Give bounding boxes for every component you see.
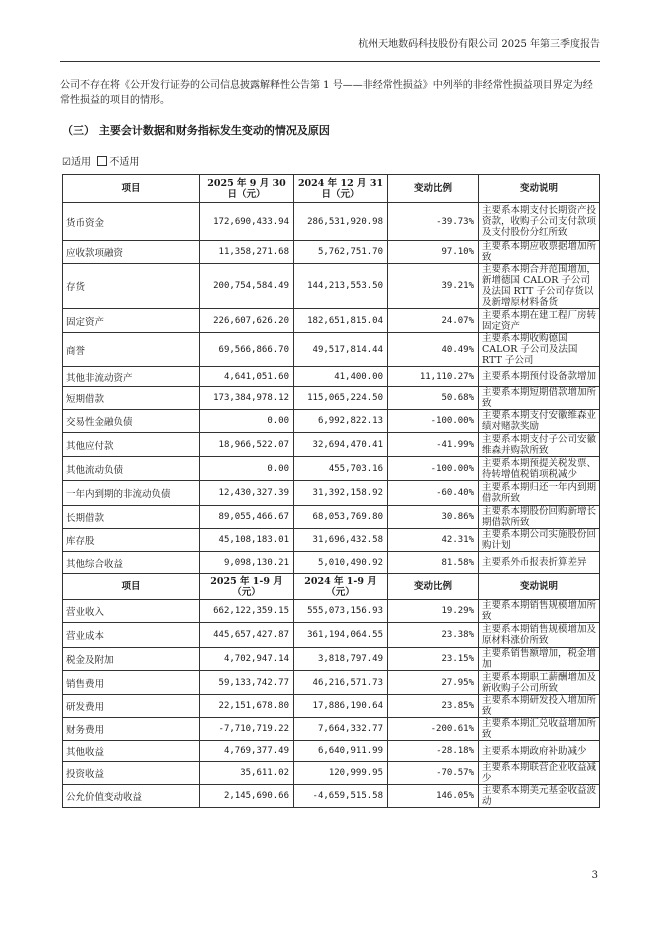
row-change-ratio: 97.10%	[388, 241, 479, 264]
row-change-reason: 主要系本期销售规模增加所致	[479, 600, 600, 623]
table1-header-col1: 2025 年 9 月 30 日（元）	[200, 175, 294, 203]
row-value-prior: 3,818,797.49	[294, 648, 388, 671]
intro-paragraph: 公司不存在将《公开发行证券的公司信息披露解释性公告第 1 号——非经常性损益》中列举的非经常性损益项目界定为经常性损益的项目的情形。	[60, 80, 593, 106]
table2-body	[63, 600, 600, 808]
row-change-ratio: 19.29%	[388, 600, 479, 623]
row-item-label: 投资收益	[63, 762, 200, 785]
row-value-prior: 17,886,190.64	[294, 695, 388, 718]
row-value-current: 35,611.02	[200, 762, 294, 785]
row-change-reason: 主要系本期公司实施股份回购计划	[479, 529, 600, 552]
table-row	[63, 333, 600, 367]
row-value-current: 4,702,947.14	[200, 648, 294, 671]
row-value-current: 226,607,626.20	[200, 309, 294, 333]
row-change-ratio: 42.31%	[388, 529, 479, 552]
row-value-prior: 41,400.00	[294, 367, 388, 387]
row-change-reason: 主要系本期应收票据增加所致	[479, 241, 600, 264]
row-value-current: 18,966,522.07	[200, 433, 294, 457]
row-change-reason: 主要系本期汇兑收益增加所致	[479, 718, 600, 741]
row-change-reason: 主要系本期短期借款增加所致	[479, 387, 600, 410]
row-item-label: 研发费用	[63, 695, 200, 718]
row-value-current: 89,055,466.67	[200, 506, 294, 529]
row-value-current: 22,151,678.80	[200, 695, 294, 718]
row-change-ratio: 23.15%	[388, 648, 479, 671]
row-item-label: 短期借款	[63, 387, 200, 410]
table1-header-row	[63, 175, 600, 203]
applicable-no-label: 不适用	[109, 157, 140, 168]
row-value-current: 200,754,584.49	[200, 264, 294, 309]
row-item-label: 其他流动负债	[63, 457, 200, 481]
row-item-label: 财务费用	[63, 718, 200, 741]
row-item-label: 营业收入	[63, 600, 200, 623]
table2-header-reason: 变动说明	[479, 574, 600, 600]
row-item-label: 应收款项融资	[63, 241, 200, 264]
row-value-prior: 31,392,158.92	[294, 481, 388, 506]
row-change-reason: 主要系本期支付子公司安徽维森并购款所致	[479, 433, 600, 457]
table2-header-change: 变动比例	[388, 574, 479, 600]
row-item-label: 交易性金融负债	[63, 410, 200, 433]
table1-header-item: 项目	[63, 175, 200, 203]
row-change-reason: 主要系本期销售规模增加及原材料涨价所致	[479, 623, 600, 648]
table-row	[63, 367, 600, 387]
row-change-ratio: -100.00%	[388, 410, 479, 433]
row-value-current: 173,384,978.12	[200, 387, 294, 410]
row-item-label: 存货	[63, 264, 200, 309]
applicable-checkbox-empty	[97, 156, 107, 166]
row-change-reason: 主要系本期支付长期资产投资款，收购子公司支付款项及支付股份分红所致	[479, 203, 600, 241]
table-row	[63, 648, 600, 671]
table-row	[63, 623, 600, 648]
row-value-prior: 182,651,815.04	[294, 309, 388, 333]
table-row	[63, 506, 600, 529]
row-value-current: -7,710,719.22	[200, 718, 294, 741]
table-row	[63, 264, 600, 309]
table2-header-row	[63, 574, 600, 600]
table-row	[63, 433, 600, 457]
row-change-ratio: 23.38%	[388, 623, 479, 648]
row-value-prior: 68,053,769.80	[294, 506, 388, 529]
table-row	[63, 718, 600, 741]
row-value-current: 2,145,690.66	[200, 785, 294, 808]
row-change-ratio: 27.95%	[388, 671, 479, 695]
row-change-ratio: 39.21%	[388, 264, 479, 309]
row-value-prior: 286,531,920.98	[294, 203, 388, 241]
row-value-prior: 115,065,224.50	[294, 387, 388, 410]
page-number: 3	[591, 870, 598, 881]
row-item-label: 营业成本	[63, 623, 200, 648]
row-change-reason: 主要系本期收购德国 CALOR 子公司及法国 RTT 子公司	[479, 333, 600, 367]
row-change-reason: 主要系销售额增加，税金增加	[479, 648, 600, 671]
row-value-prior: 6,640,911.99	[294, 741, 388, 762]
row-value-prior: 5,010,490.92	[294, 552, 388, 574]
row-change-reason: 主要系本期支付安徽维森业绩对赌款奖励	[479, 410, 600, 433]
row-change-reason: 主要系本期预提关税发票、待转增值税销项税减少	[479, 457, 600, 481]
row-item-label: 库存股	[63, 529, 200, 552]
table-row	[63, 762, 600, 785]
row-change-reason: 主要系本期职工薪酬增加及新收购子公司所致	[479, 671, 600, 695]
row-change-ratio: -39.73%	[388, 203, 479, 241]
row-change-ratio: 30.86%	[388, 506, 479, 529]
row-value-prior: 49,517,814.44	[294, 333, 388, 367]
row-change-reason: 主要系外币报表折算差异	[479, 552, 600, 574]
row-change-reason: 主要系本期在建工程厂房转固定资产	[479, 309, 600, 333]
table-row	[63, 741, 600, 762]
table1-header-change: 变动比例	[388, 175, 479, 203]
table-row	[63, 600, 600, 623]
row-item-label: 其他非流动资产	[63, 367, 200, 387]
table2-header-col2: 2024 年 1-9 月（元）	[294, 574, 388, 600]
table1-body	[63, 203, 600, 574]
row-change-ratio: -28.18%	[388, 741, 479, 762]
financial-changes-table	[62, 174, 600, 808]
row-change-reason: 主要系本期研发投入增加所致	[479, 695, 600, 718]
row-value-prior: 555,073,156.93	[294, 600, 388, 623]
table-row	[63, 552, 600, 574]
row-value-current: 0.00	[200, 410, 294, 433]
header-title: 杭州天地数码科技股份有限公司 2025 年第三季度报告	[358, 39, 600, 50]
row-value-prior: 455,703.16	[294, 457, 388, 481]
row-value-current: 662,122,359.15	[200, 600, 294, 623]
row-value-current: 59,133,742.77	[200, 671, 294, 695]
applicable-selector	[62, 156, 139, 169]
row-value-current: 12,430,327.39	[200, 481, 294, 506]
row-change-ratio: 23.85%	[388, 695, 479, 718]
row-item-label: 长期借款	[63, 506, 200, 529]
row-value-prior: -4,659,515.58	[294, 785, 388, 808]
row-value-prior: 120,999.95	[294, 762, 388, 785]
row-change-ratio: -41.99%	[388, 433, 479, 457]
row-change-ratio: 50.68%	[388, 387, 479, 410]
row-item-label: 一年内到期的非流动负债	[63, 481, 200, 506]
row-change-ratio: 81.58%	[388, 552, 479, 574]
row-change-ratio: 40.49%	[388, 333, 479, 367]
row-value-current: 4,769,377.49	[200, 741, 294, 762]
row-change-reason: 主要系本期合并范围增加，新增德国 CALOR 子公司及法国 RTT 子公司存货以及新增原材料备货	[479, 264, 600, 309]
table-row	[63, 671, 600, 695]
row-change-ratio: 146.05%	[388, 785, 479, 808]
row-value-current: 45,108,183.01	[200, 529, 294, 552]
row-change-ratio: -100.00%	[388, 457, 479, 481]
row-change-reason: 主要系本期股份回购新增长期借款所致	[479, 506, 600, 529]
table-row	[63, 203, 600, 241]
row-value-prior: 5,762,751.70	[294, 241, 388, 264]
row-item-label: 固定资产	[63, 309, 200, 333]
row-item-label: 税金及附加	[63, 648, 200, 671]
row-change-reason: 主要系本期美元基金收益波动	[479, 785, 600, 808]
row-item-label: 货币资金	[63, 203, 200, 241]
row-change-ratio: -200.61%	[388, 718, 479, 741]
table-row	[63, 529, 600, 552]
applicable-yes-label: 适用	[70, 157, 91, 168]
row-change-reason: 主要系本期政府补助减少	[479, 741, 600, 762]
row-item-label: 商誉	[63, 333, 200, 367]
row-change-ratio: 24.07%	[388, 309, 479, 333]
table2-header-item: 项目	[63, 574, 200, 600]
row-change-ratio: -70.57%	[388, 762, 479, 785]
row-change-ratio: 11,110.27%	[388, 367, 479, 387]
row-change-reason: 主要系本期联营企业收益减少	[479, 762, 600, 785]
row-change-reason: 主要系本期归还一年内到期借款所致	[479, 481, 600, 506]
row-change-ratio: -60.40%	[388, 481, 479, 506]
row-item-label: 销售费用	[63, 671, 200, 695]
row-value-current: 4,641,051.60	[200, 367, 294, 387]
section-title: （三） 主要会计数据和财务指标发生变动的情况及原因	[62, 124, 330, 137]
row-item-label: 公允价值变动收益	[63, 785, 200, 808]
table-row	[63, 241, 600, 264]
table-row	[63, 387, 600, 410]
table1-header-reason: 变动说明	[479, 175, 600, 203]
row-value-prior: 361,194,064.55	[294, 623, 388, 648]
table2-header-col1: 2025 年 1-9 月（元）	[200, 574, 294, 600]
row-value-current: 0.00	[200, 457, 294, 481]
row-value-prior: 6,992,822.13	[294, 410, 388, 433]
row-value-prior: 31,696,432.58	[294, 529, 388, 552]
row-item-label: 其他综合收益	[63, 552, 200, 574]
row-value-current: 69,566,866.70	[200, 333, 294, 367]
row-value-prior: 144,213,553.50	[294, 264, 388, 309]
row-value-current: 445,657,427.87	[200, 623, 294, 648]
table-row	[63, 785, 600, 808]
row-value-current: 11,358,271.68	[200, 241, 294, 264]
row-item-label: 其他收益	[63, 741, 200, 762]
row-value-prior: 32,694,470.41	[294, 433, 388, 457]
row-value-prior: 7,664,332.77	[294, 718, 388, 741]
row-value-current: 9,098,130.21	[200, 552, 294, 574]
row-item-label: 其他应付款	[63, 433, 200, 457]
page-header	[60, 28, 600, 62]
table1-header-col2: 2024 年 12 月 31 日（元）	[294, 175, 388, 203]
row-value-current: 172,690,433.94	[200, 203, 294, 241]
table-row	[63, 457, 600, 481]
row-change-reason: 主要系本期预付设备款增加	[479, 367, 600, 387]
table-row	[63, 410, 600, 433]
table-row	[63, 481, 600, 506]
table-row	[63, 309, 600, 333]
row-value-prior: 46,216,571.73	[294, 671, 388, 695]
applicable-checkbox-checked: ☑	[62, 157, 71, 168]
table-row	[63, 695, 600, 718]
